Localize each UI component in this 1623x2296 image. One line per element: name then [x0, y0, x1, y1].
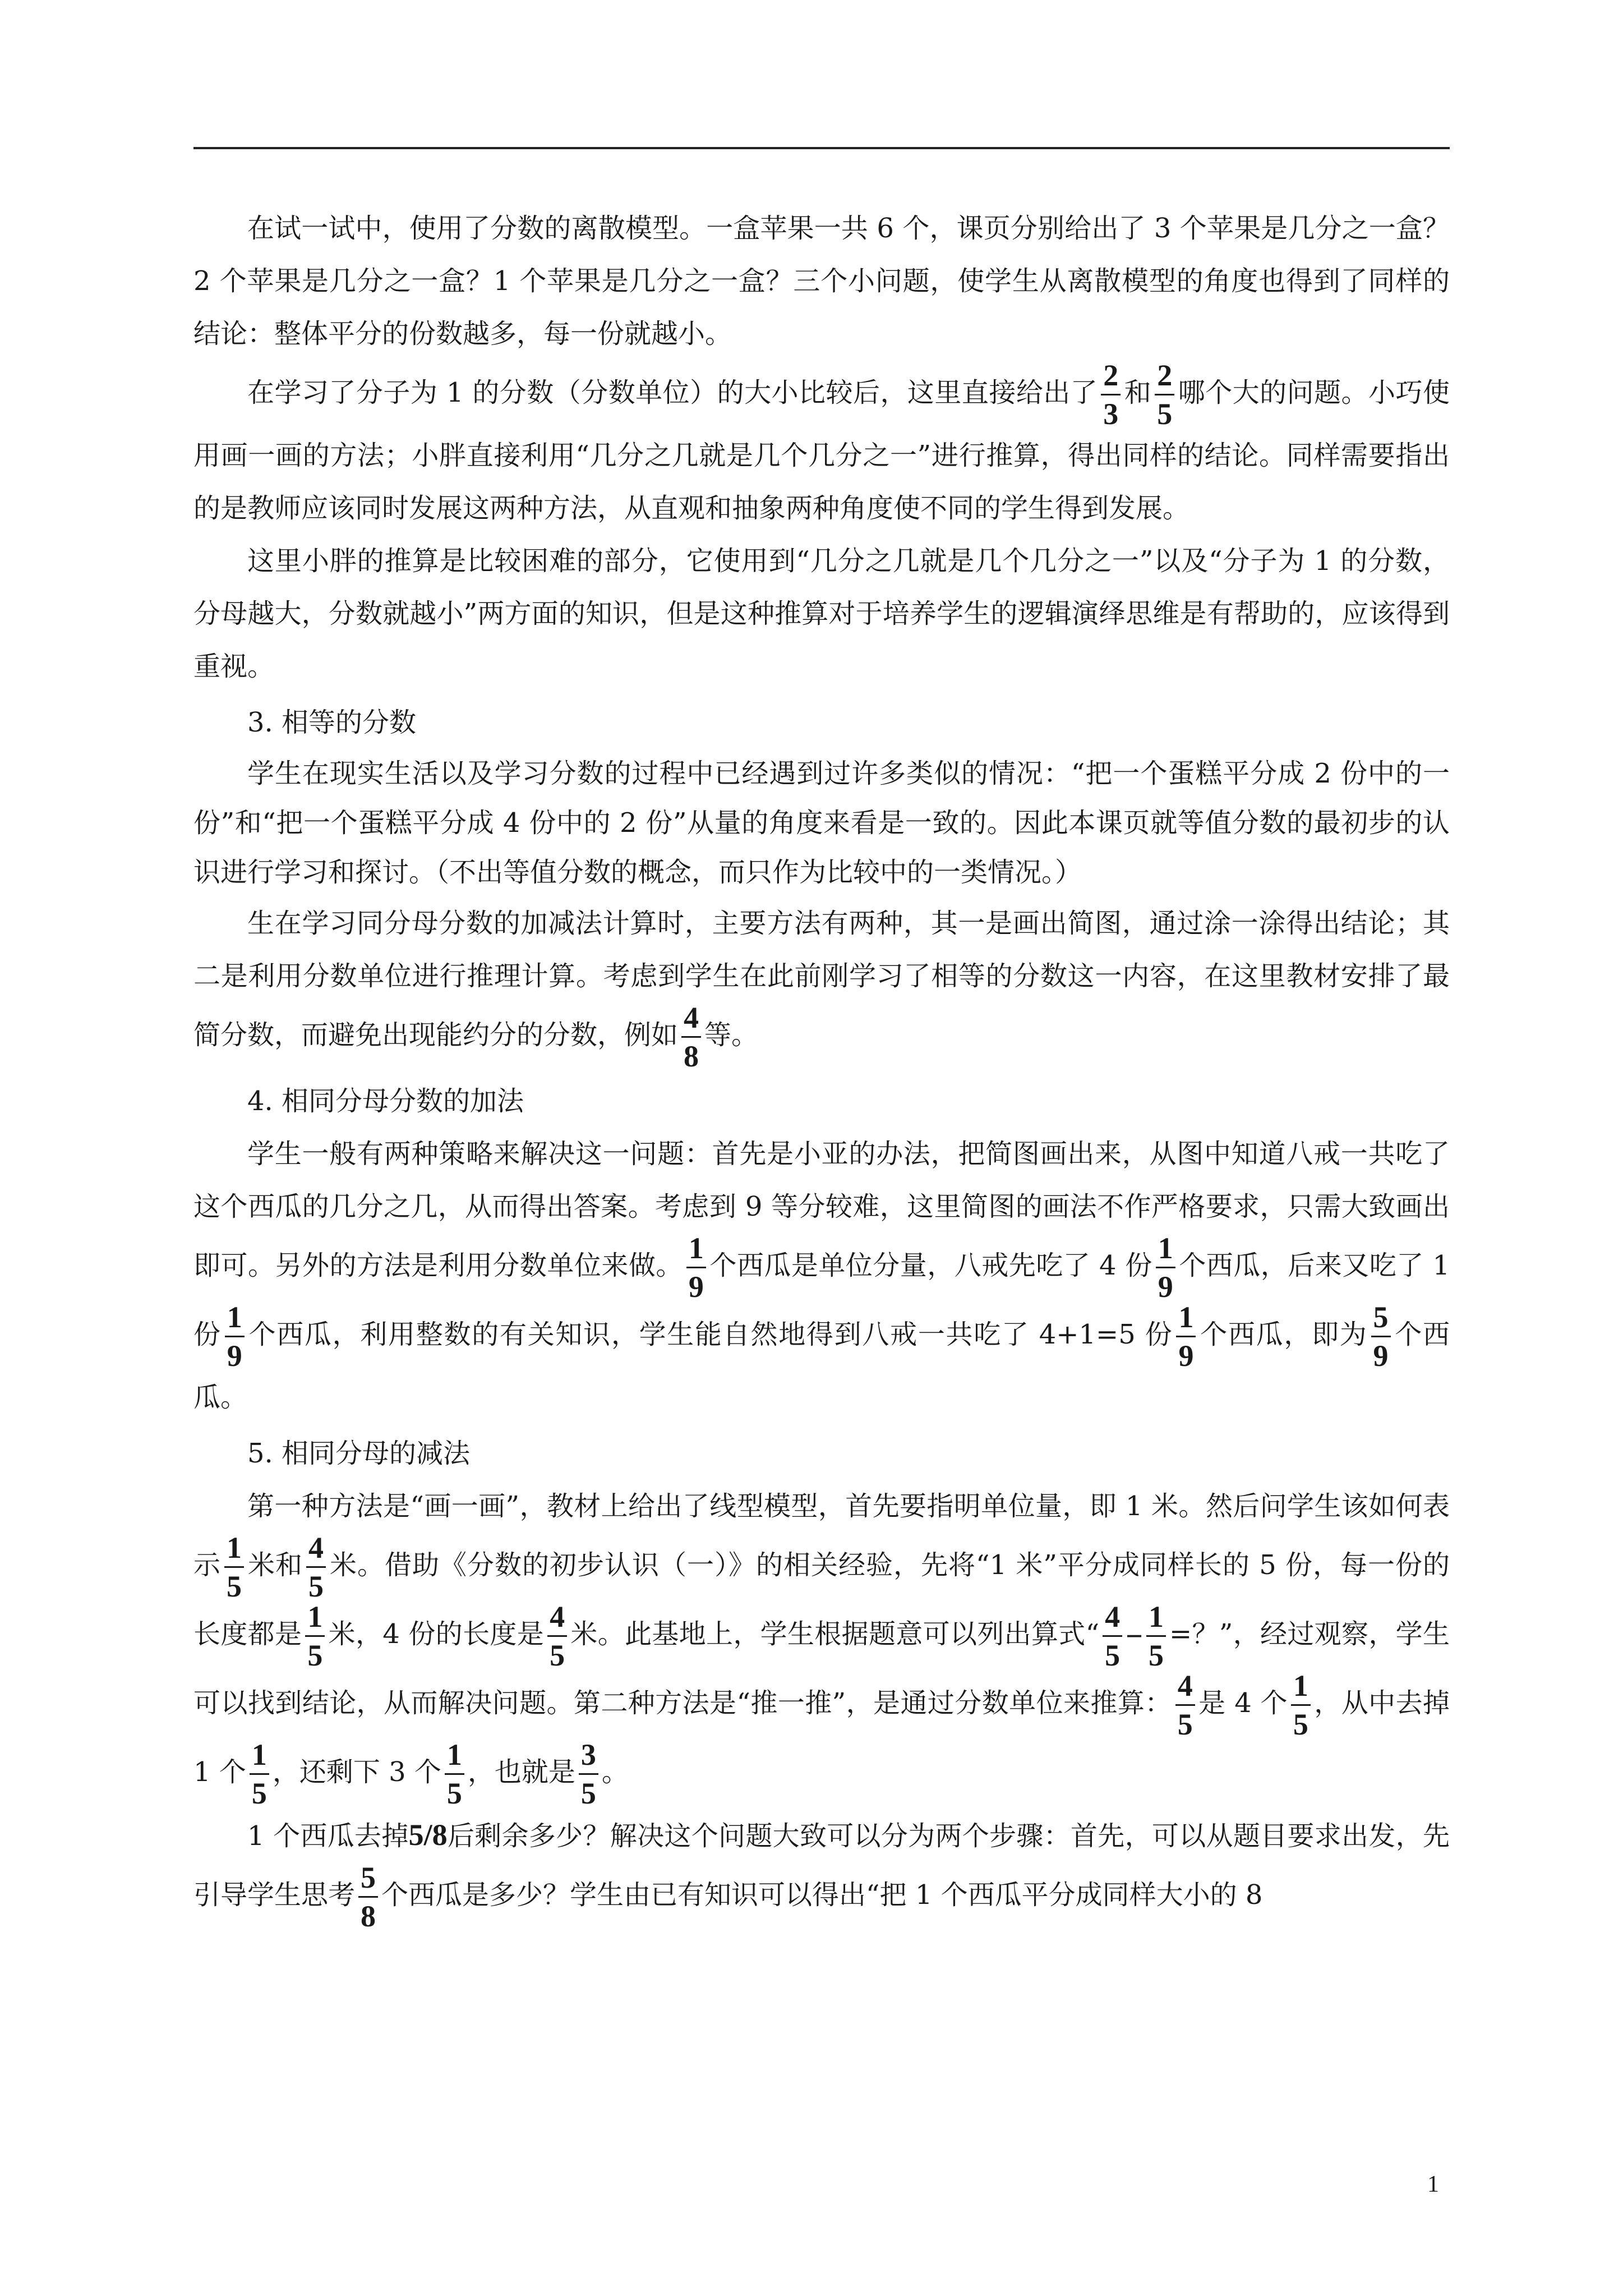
numerator: 1 [1146, 1602, 1166, 1637]
numerator: 1 [445, 1740, 464, 1775]
numerator: 1 [1156, 1233, 1175, 1268]
fraction-1-5 [1146, 1602, 1166, 1671]
paragraph-text: 个西瓜，即为 [1199, 1319, 1368, 1350]
minus-sign: − [1126, 1619, 1143, 1653]
numerator: 4 [681, 1002, 701, 1038]
denominator: 5 [308, 1570, 324, 1603]
fraction-4-8 [681, 1002, 701, 1071]
denominator: 5 [1293, 1708, 1308, 1741]
denominator: 5 [307, 1639, 323, 1672]
denominator: 5 [550, 1639, 565, 1672]
fraction-1-5 [1291, 1671, 1311, 1740]
fraction-1-9 [1156, 1233, 1175, 1302]
fraction-1-5 [445, 1740, 464, 1809]
paragraph-addition [193, 1128, 1450, 1424]
numerator: 2 [1101, 360, 1121, 395]
numerator: 5 [358, 1862, 378, 1898]
paragraph-text: 米。借助《分数的初步认识（一）》的相关经验，先将“1 米”平分成同样长的 5 份，每一份的长度都是 [193, 1549, 1450, 1650]
fraction-1-9 [686, 1233, 706, 1302]
fraction-1-9 [225, 1302, 245, 1371]
numerator: 4 [306, 1533, 326, 1568]
numerator: 3 [579, 1740, 598, 1775]
paragraph-text: ，也就是 [467, 1756, 575, 1788]
fraction-3-5 [579, 1740, 598, 1809]
denominator: 9 [1178, 1339, 1194, 1373]
paragraph-text: 在学习了分子为 1 的分数（分数单位）的大小比较后，这里直接给出了 [247, 377, 1098, 408]
paragraph-text: 1 个西瓜去掉 [247, 1820, 409, 1852]
numerator: 2 [1155, 360, 1174, 395]
section-heading-subtraction: 5. 相同分母的减法 [247, 1438, 471, 1469]
denominator: 8 [361, 1899, 376, 1933]
paragraph-text: 哪个大的问题。小巧使用画一画的方法；小胖直接利用“几分之几就是几个几分之一”进行推算，得出同样的结论。同样需要指出的是教师应该同时发展这两种方法，从直观和抽象两种角度使不同的学生得到发展。 [193, 377, 1450, 524]
fraction-5-8-inline: 5/8 [408, 1818, 448, 1852]
fraction-1-5 [305, 1602, 325, 1671]
paragraph-equal-fractions [193, 749, 1450, 897]
denominator: 5 [446, 1777, 462, 1810]
paragraph-text: 后剩余多少？解决这个问题大致可以分为两个步骤：首先，可以从题目要求出发，先引导学生思考 [193, 1820, 1450, 1911]
fraction-4-5 [306, 1533, 326, 1602]
numerator: 1 [224, 1533, 244, 1568]
paragraph-compare-fractions [193, 360, 1450, 535]
denominator: 5 [1177, 1708, 1193, 1741]
denominator: 9 [688, 1270, 704, 1304]
fraction-1-5 [250, 1740, 269, 1809]
fraction-2-5 [1155, 360, 1174, 429]
paragraph-text: 生在学习同分母分数的加减法计算时，主要方法有两种，其一是画出简图，通过涂一涂得出结论；其二是利用分数单位进行推理计算。考虑到学生在此前刚学习了相等的分数这一内容，在这里教材安排了最简分数，而避免出现能约分的分数，例如 [193, 908, 1450, 1051]
paragraph-text: 是 4 个 [1198, 1687, 1288, 1719]
fraction-2-3 [1101, 360, 1121, 429]
numerator: 1 [686, 1233, 706, 1268]
paragraph-text: ，还剩下 3 个 [272, 1756, 441, 1788]
numerator: 1 [250, 1740, 269, 1775]
document-body [193, 202, 1450, 1931]
denominator: 5 [251, 1777, 267, 1810]
fraction-4-5 [1175, 1671, 1195, 1740]
paragraph-text: 学生在现实生活以及学习分数的过程中已经遇到过许多类似的情况：“把一个蛋糕平分成 2 份中的一份”和“把一个蛋糕平分成 4 份中的 2 份”从量的角度来看是一致的。因此本课页就等值分数的最初步的认识进行学习和探讨。（不出等值分数的概念，而只作为比较中的一类情况。） [193, 758, 1450, 888]
paragraph-text: 米和 [247, 1549, 303, 1581]
fraction-4-5 [1103, 1602, 1122, 1671]
paragraph-text: 这里小胖的推算是比较困难的部分，它使用到“几分之几就是几个几分之一”以及“分子为 1 的分数，分母越大，分数就越小”两方面的知识，但是这种推算对于培养学生的逻辑演绎思维是有帮助的，应该得到重视。 [193, 545, 1450, 682]
numerator: 1 [1291, 1671, 1311, 1706]
numerator: 1 [225, 1302, 245, 1337]
denominator: 5 [1157, 397, 1173, 431]
page-number: 1 [1427, 2171, 1439, 2197]
paragraph-text: =？”，经过观察，学生可以找到结论，从而解决问题。第二种方法是“推一推”，是通过分数单位来推算： [193, 1618, 1450, 1719]
denominator: 5 [227, 1570, 242, 1603]
paragraph-text: 第一种方法是“画一画”，教材上给出了线型模型，首先要指明单位量，即 1 米。然后问学生该如何表示 [193, 1490, 1450, 1581]
section-heading-equal-fractions: 3. 相等的分数 [247, 707, 417, 738]
header-rule [193, 147, 1450, 149]
numerator: 4 [1103, 1602, 1122, 1637]
paragraph-text: 个西瓜，后来又吃了 1 份 [193, 1250, 1450, 1350]
paragraph-text: 个西瓜是多少？学生由已有知识可以得出“把 1 个西瓜平分成同样大小的 8 [381, 1879, 1263, 1911]
paragraph-text: 个西瓜是单位分量，八戒先吃了 4 份 [709, 1250, 1152, 1281]
fraction-5-9 [1371, 1302, 1391, 1371]
fraction-5-8 [358, 1862, 378, 1931]
paragraph-text: 和 [1124, 377, 1152, 408]
denominator: 5 [1148, 1639, 1164, 1672]
numerator: 4 [547, 1602, 567, 1637]
numerator: 5 [1371, 1302, 1391, 1337]
denominator: 9 [1373, 1339, 1389, 1373]
denominator: 5 [1105, 1639, 1121, 1672]
section-heading-addition: 4. 相同分母分数的加法 [247, 1085, 524, 1117]
paragraph-text: 学生一般有两种策略来解决这一问题：首先是小亚的办法，把简图画出来，从图中知道八戒一共吃了这个西瓜的几分之几，从而得出答案。考虑到 9 等分较难，这里简图的画法不作严格要求，只需大致画出即可。另外的方法是利用分数单位来做。 [193, 1138, 1450, 1281]
denominator: 5 [580, 1777, 596, 1810]
paragraph-discrete-model [193, 202, 1450, 360]
paragraph-watermelon [193, 1809, 1450, 1931]
paragraph-text: ，从中去掉 1 个 [193, 1687, 1450, 1788]
fraction-4-5 [547, 1602, 567, 1671]
numerator: 1 [1176, 1302, 1196, 1337]
paragraph-text: 米。此基地上，学生根据题意可以列出算式“ [570, 1618, 1100, 1650]
numerator: 1 [305, 1602, 325, 1637]
paragraph-text: 个西瓜，利用整数的有关知识，学生能自然地得到八戒一共吃了 4+1=5 份 [247, 1319, 1173, 1350]
paragraph-text: 个西瓜。 [193, 1319, 1450, 1413]
fraction-1-5 [224, 1533, 244, 1602]
denominator: 9 [227, 1339, 242, 1373]
paragraph-simplest-fractions [193, 897, 1450, 1071]
paragraph-subtraction [193, 1480, 1450, 1809]
paragraph-text: 。 [601, 1756, 629, 1788]
paragraph-text: 等。 [704, 1019, 759, 1051]
denominator: 8 [684, 1039, 699, 1073]
fraction-1-9 [1176, 1302, 1196, 1371]
denominator: 9 [1158, 1270, 1173, 1304]
paragraph-text: 在试一试中，使用了分数的离散模型。一盒苹果一共 6 个，课页分别给出了 3 个苹果是几分之一盒？2 个苹果是几分之一盒？1 个苹果是几分之一盒？三个小问题，使学生从离散模型的角度也得到了同样的结论：整体平分的份数越多，每一份就越小。 [193, 213, 1450, 349]
numerator: 4 [1175, 1671, 1195, 1706]
denominator: 3 [1103, 397, 1119, 431]
paragraph-reasoning [193, 535, 1450, 693]
paragraph-text: 米，4 份的长度是 [328, 1618, 545, 1650]
